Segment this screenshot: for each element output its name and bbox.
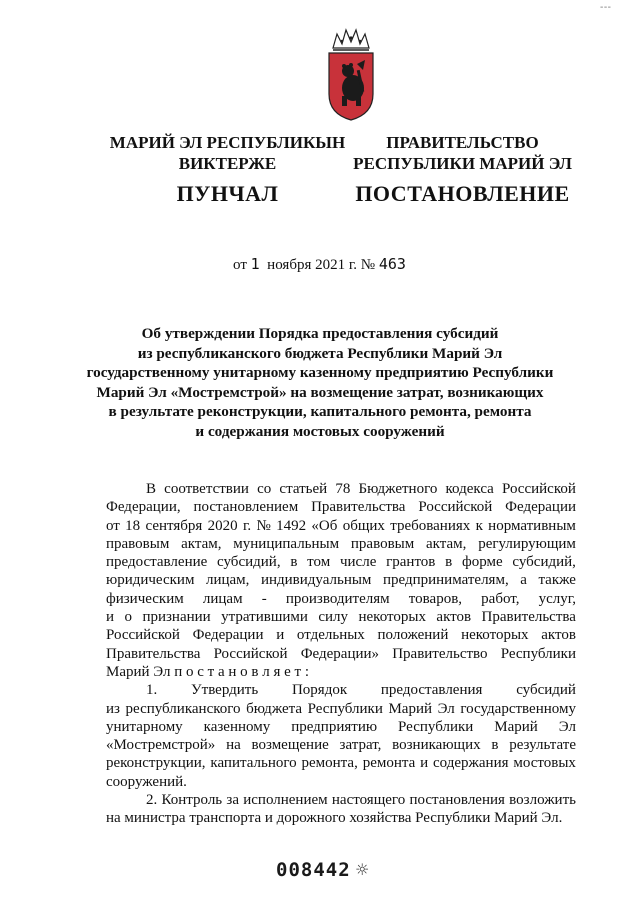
- body-word: правовым: [350, 535, 415, 552]
- body-word: за: [226, 792, 239, 809]
- body-word: настоящего: [331, 792, 406, 809]
- body-line: [106, 736, 576, 754]
- date-day: 1: [250, 255, 260, 273]
- body-word: актов: [436, 609, 472, 626]
- body-word: Федерации: [505, 499, 576, 516]
- body-word: Контроль: [161, 792, 223, 809]
- body-word: работ,: [481, 590, 520, 607]
- serial-mark-icon: ☼: [355, 860, 370, 879]
- body-word: муниципальным: [233, 535, 340, 552]
- body-line: [106, 535, 576, 553]
- header-mari-language: [85, 132, 370, 207]
- body-line: на министра транспорта и дорожного хозяйства Республики Марий Эл.: [106, 810, 563, 827]
- title-line: Марий Эл «Мостремстрой» на возмещение затрат, возникающих: [96, 383, 544, 401]
- body-word: и: [420, 755, 429, 772]
- body-word: республиканского: [125, 700, 241, 717]
- body-line: [106, 590, 576, 608]
- body-line: [106, 553, 576, 571]
- body-word: государственному: [460, 700, 576, 717]
- body-word: Правительства: [311, 499, 406, 516]
- header-left-line1: МАРИЙ ЭЛ РЕСПУБЛИКЫН: [109, 133, 346, 152]
- body-line: [106, 718, 576, 736]
- body-word: том: [307, 554, 331, 571]
- header-left-doc-type: ПУНЧАЛ: [176, 181, 279, 206]
- body-word: положений: [377, 627, 449, 644]
- header-left-line2: ВИКТЕРЖЕ: [178, 154, 277, 173]
- body-word: №: [256, 517, 271, 534]
- body-word: товаров,: [408, 590, 463, 607]
- header-right-doc-type: ПОСТАНОВЛЕНИЕ: [355, 181, 570, 206]
- body-word: унитарному: [106, 718, 183, 735]
- body-word: исполнением: [243, 792, 328, 809]
- body-word: субсидий,: [512, 554, 576, 571]
- body-word: отдельных: [296, 627, 365, 644]
- body-word: некоторых: [358, 609, 426, 626]
- body-word: 1.: [146, 682, 158, 699]
- body-word: нормативным: [488, 517, 576, 534]
- body-word: казенному: [203, 718, 271, 735]
- body-word: содержания: [433, 755, 509, 772]
- body-word: Российской: [106, 627, 180, 644]
- body-line: [106, 571, 576, 589]
- body-word: на: [226, 737, 241, 754]
- body-word: в: [290, 554, 298, 571]
- body-word: Марий: [388, 700, 433, 717]
- body-word: Порядок: [291, 682, 348, 699]
- body-word: сентября: [145, 517, 203, 534]
- body-word: предприятию: [291, 718, 378, 735]
- body-word: о: [124, 609, 132, 626]
- body-word: Российской: [418, 499, 493, 516]
- body-word: Федерации: [192, 627, 264, 644]
- body-word: г.: [242, 517, 252, 534]
- body-word: 2.: [146, 792, 158, 809]
- body-word: предпринимателям,: [382, 572, 509, 589]
- body-line: [106, 754, 576, 772]
- body-line-decree-verb: Марий Эл п о с т а н о в л я е т :: [106, 663, 310, 680]
- body-word: регулирующим: [478, 535, 576, 552]
- body-word: возникающих: [392, 737, 481, 754]
- body-line: [106, 626, 576, 644]
- body-line: сооружений.: [106, 773, 187, 790]
- document-title: [80, 324, 560, 441]
- body-word: Республики: [307, 700, 383, 717]
- body-word: требованиях: [390, 517, 471, 534]
- header-russian-language: [345, 132, 580, 207]
- body-word: и: [276, 627, 285, 644]
- body-word: Российской: [213, 645, 288, 662]
- body-word: 2020: [207, 517, 238, 534]
- body-line: [106, 480, 576, 498]
- page-corner-mark: ---: [600, 2, 612, 13]
- body-word: признании: [142, 609, 211, 626]
- body-word: кодекса: [445, 481, 494, 497]
- body-word: Бюджетного: [358, 481, 438, 497]
- body-word: ремонта: [362, 755, 416, 772]
- body-word: субсидий: [516, 682, 576, 699]
- body-word: Правительства: [106, 645, 201, 662]
- body-word: Правительства: [481, 609, 576, 626]
- body-word: статьей: [279, 481, 328, 497]
- body-word: -: [261, 590, 267, 607]
- body-word: Российской: [501, 481, 576, 497]
- document-number: 463: [378, 255, 406, 273]
- body-word: общих: [342, 517, 385, 534]
- body-line: [106, 608, 576, 626]
- document-body: [106, 480, 576, 828]
- body-word: капитального: [210, 755, 297, 772]
- body-word: предоставления: [380, 682, 483, 699]
- body-line-item-1: [106, 681, 576, 699]
- body-word: актам,: [426, 535, 467, 552]
- body-word: актам,: [181, 535, 222, 552]
- body-word: а: [520, 572, 527, 589]
- body-word: индивидуальным: [260, 572, 372, 589]
- body-word: постановления: [409, 792, 505, 809]
- body-word: постановлением: [193, 499, 299, 516]
- title-line: в результате реконструкции, капитального ремонта, ремонта: [108, 403, 532, 420]
- body-word: услуг,: [538, 590, 576, 607]
- body-line: [106, 645, 576, 663]
- body-word: лицам,: [205, 572, 250, 589]
- body-word: в: [491, 737, 499, 754]
- body-word: ремонта,: [301, 755, 358, 772]
- body-word: утратившими: [221, 609, 308, 626]
- body-word: Республики: [398, 718, 474, 735]
- body-word: Утвердить: [191, 682, 259, 699]
- crown-icon: [333, 30, 369, 50]
- body-word: результате: [509, 737, 576, 754]
- body-word: Эл: [558, 718, 576, 735]
- body-word: 18: [125, 517, 141, 534]
- header-right-line2: РЕСПУБЛИКИ МАРИЙ ЭЛ: [353, 154, 572, 173]
- body-word: «Мостремстрой»: [106, 737, 216, 754]
- body-word: субсидий,: [217, 554, 281, 571]
- date-month-year: ноября 2021 г. №: [267, 257, 376, 273]
- date-prefix: от: [233, 257, 247, 273]
- body-word: от: [106, 517, 120, 534]
- body-word: возложить: [509, 792, 576, 809]
- document-date-line: [0, 255, 639, 274]
- body-word: Федерации,: [106, 499, 181, 516]
- body-word: Марий: [494, 718, 538, 735]
- title-line: из республиканского бюджета Республики Марий Эл: [137, 344, 503, 362]
- body-word: 1492: [276, 517, 307, 534]
- body-word: силу: [318, 609, 349, 626]
- title-line: Об утверждении Порядка предоставления субсидий: [141, 325, 499, 342]
- body-word: Федерации»: [300, 645, 380, 662]
- title-line: и содержания мостовых сооружений: [195, 422, 445, 440]
- body-line: [106, 498, 576, 516]
- body-word: к: [475, 517, 483, 534]
- body-word: грантов: [386, 554, 436, 571]
- body-word: 78: [335, 481, 351, 497]
- body-word: затрат,: [339, 737, 382, 754]
- body-word: Республики: [500, 645, 576, 662]
- coat-of-arms-emblem: [323, 26, 379, 122]
- body-word: форме: [461, 554, 503, 571]
- body-word: актов: [541, 627, 576, 644]
- body-word: также: [538, 572, 576, 589]
- body-word: юридическим: [106, 572, 195, 589]
- title-line: государственному унитарному казенному предприятию Республики: [86, 364, 554, 381]
- body-word: в: [445, 554, 453, 571]
- body-word: Правительство: [392, 645, 488, 662]
- body-line: [106, 700, 576, 718]
- body-word: Эл: [437, 700, 455, 717]
- body-word: предоставление: [106, 554, 208, 571]
- body-word: со: [257, 481, 272, 497]
- body-line: [106, 517, 576, 535]
- body-word: некоторых: [461, 627, 529, 644]
- body-line-item-2: [106, 791, 576, 809]
- body-word: бюджета: [246, 700, 303, 717]
- header-right-line1: ПРАВИТЕЛЬСТВО: [386, 133, 539, 152]
- form-serial-number: 008442: [276, 859, 351, 881]
- body-word: соответствии: [164, 481, 249, 497]
- body-word: и: [106, 609, 115, 626]
- body-word: производителям: [285, 590, 390, 607]
- body-word: из: [106, 700, 120, 717]
- body-word: возмещение: [251, 737, 329, 754]
- body-word: лицам: [202, 590, 243, 607]
- body-word: реконструкции,: [106, 755, 206, 772]
- body-word: физическим: [106, 590, 184, 607]
- body-word: правовым: [106, 535, 170, 552]
- body-word: числе: [339, 554, 377, 571]
- body-word: В: [146, 481, 157, 497]
- body-word: мостовых: [513, 755, 576, 772]
- body-word: «Об: [311, 517, 338, 534]
